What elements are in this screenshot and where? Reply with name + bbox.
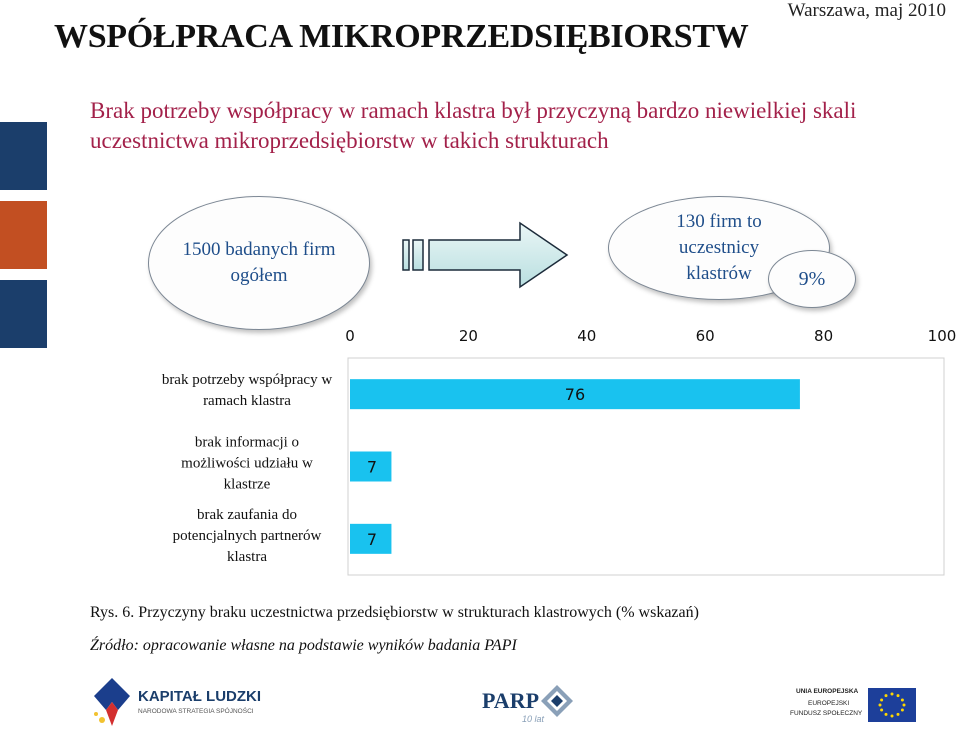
- parp-subtitle: 10 lat: [522, 714, 545, 724]
- x-tick-label: 0: [345, 327, 355, 345]
- kapital-ludzki-logo: [92, 674, 262, 730]
- kapital-ludzki-subtitle: NARODOWA STRATEGIA SPÓJNOŚCI: [138, 708, 254, 715]
- eu-logo: [790, 686, 920, 726]
- figure-caption: Rys. 6. Przyczyny braku uczestnictwa przedsiębiorstw w strukturach klastrowych (% wskazań): [90, 604, 699, 621]
- x-tick-label: 60: [695, 327, 715, 345]
- slide-subtitle: Brak potrzeby współpracy w ramach klastra był przyczyną bardzo niewielkiej skali uczestnictwa mikroprzedsiębiorstw w takich strukturach: [90, 98, 857, 153]
- parp-emblem-icon: [540, 684, 574, 718]
- kapital-ludzki-title: KAPITAŁ LUDZKI: [138, 688, 262, 705]
- bar-value-label: 7: [366, 529, 378, 549]
- parp-logo: [482, 682, 582, 728]
- eu-line-2: EUROPEJSKI: [808, 700, 850, 707]
- category-label: brak informacji o możliwości udziału w klastrze: [181, 434, 313, 493]
- x-tick-label: 20: [458, 327, 478, 345]
- bubble-percent-text: 9%: [798, 268, 826, 290]
- bubble-cluster-members-text: 130 firm to uczestnicy klastrów: [676, 211, 762, 284]
- x-tick-label: 80: [814, 327, 834, 345]
- page-title: WSPÓŁPRACA MIKROPRZEDSIĘBIORSTW: [54, 18, 749, 55]
- bar-value-label: 7: [366, 457, 378, 477]
- category-label: brak zaufania do potencjalnych partnerów klastra: [172, 506, 322, 565]
- x-tick-label: 100: [927, 327, 957, 345]
- category-label: brak potrzeby współpracy w ramach klastra: [161, 372, 333, 410]
- x-tick-label: 40: [577, 327, 597, 345]
- kapital-ludzki-emblem-icon: [92, 676, 132, 728]
- eu-flag-icon: [868, 688, 916, 722]
- eu-line-1: UNIA EUROPEJSKA: [796, 688, 859, 695]
- parp-title: PARP: [482, 688, 540, 713]
- eu-line-3: FUNDUSZ SPOŁECZNY: [790, 710, 863, 717]
- figure-source: Źródło: opracowanie własne na podstawie wyników badania PAPI: [90, 637, 517, 654]
- bubble-surveyed-firms-text: 1500 badanych firm ogółem: [182, 239, 336, 286]
- date-label: Warszawa, maj 2010: [787, 0, 946, 21]
- bar-value-label: 76: [564, 385, 586, 405]
